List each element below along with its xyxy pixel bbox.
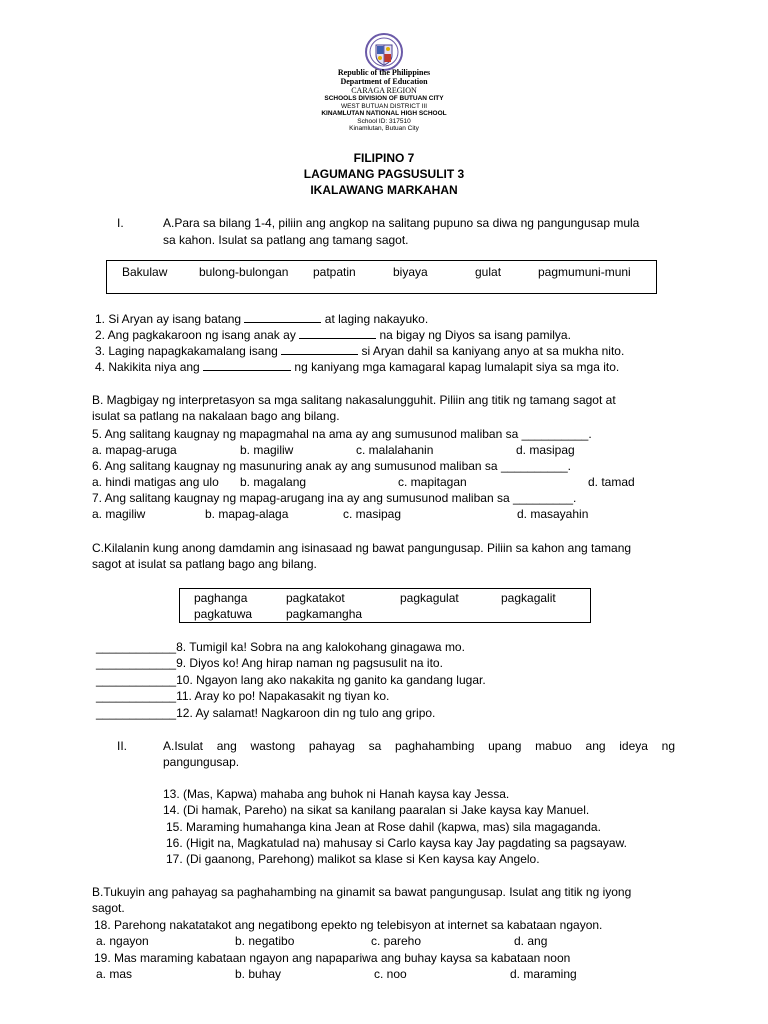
question-text: 9. Diyos ko! Ang hirap naman ng pagsusulit na ito.: [176, 656, 443, 670]
choice: b. mapag-alaga: [205, 507, 289, 521]
question-text: 10. Ngayon lang ako nakakita ng ganito ka gandang lugar.: [176, 673, 486, 687]
question-text: 1. Si Aryan ay isang batang: [95, 312, 245, 326]
choice: a. hindi matigas ang ulo: [92, 475, 219, 489]
question-text: 12. Ay salamat! Nagkaroon din ng tulo ang gripo.: [176, 706, 436, 720]
emotion-choice: pagkagalit: [501, 591, 556, 605]
question-text: 4. Nakikita niya ang: [95, 360, 204, 374]
word-choice: patpatin: [313, 265, 356, 279]
question-text: ng kaniyang mga kamagaral kapag lumalapit siya sa mga ito.: [291, 360, 620, 374]
part2-b-instruction-line1: B.Tukuyin ang pahayag sa paghahambing na ginamit sa bawat pangungusap. Isulat ang titik ng iyong: [92, 885, 632, 899]
question-item: [96, 688, 389, 704]
answer-blank: ____________: [96, 689, 177, 703]
question-item: [96, 705, 435, 721]
part2-a-instruction-line1: A.Isulat ang wastong pahayag sa paghahambing upang mabuo ang ideya ng: [163, 739, 675, 753]
answer-blank: ____________: [96, 640, 177, 654]
emotion-choice: paghanga: [194, 591, 248, 605]
part2-b-instruction-line2: sagot.: [92, 901, 125, 915]
part1-a-instruction-line2: sa kahon. Isulat sa patlang ang tamang sagot.: [163, 233, 409, 247]
choice: a. mas: [96, 967, 133, 981]
question-17: 17. (Di gaanong, Parehong) malikot sa klase si Ken kaysa kay Angelo.: [166, 852, 540, 866]
question-15: 15. Maraming humahanga kina Jean at Rose dahil (kapwa, mas) sila magaganda.: [166, 820, 601, 834]
word-choice: bulong-bulongan: [199, 265, 289, 279]
question-5: 5. Ang salitang kaugnay ng mapagmahal na ama ay ang sumusunod maliban sa __________.: [92, 427, 592, 441]
question-7: 7. Ang salitang kaugnay ng mapag-arugang ina ay ang sumusunod maliban sa _________.: [92, 491, 577, 505]
part1-c-instruction-line1: C.Kilalanin kung anong damdamin ang isinasaad ng bawat pangungusap. Piliin sa kahon ang tamang: [92, 541, 632, 555]
question-text: si Aryan dahil sa kaniyang anyo at sa mukha nito.: [358, 344, 625, 358]
word-choice: pagmumuni-muni: [538, 265, 631, 279]
part1-b-instruction-line1: B. Magbigay ng interpretasyon sa mga salitang nakasalungguhit. Piliin ang titik ng tamang sagot at: [92, 393, 616, 407]
question-6: 6. Ang salitang kaugnay ng masunuring anak ay ang sumusunod maliban sa __________.: [92, 459, 572, 473]
header-division: SCHOOLS DIVISION OF BUTUAN CITY: [324, 95, 444, 102]
part1-a-instruction-line1: A.Para sa bilang 1-4, piliin ang angkop na salitang pupuno sa diwa ng pangungusap mula: [163, 216, 640, 230]
header-republic: Republic of the Philippines: [337, 68, 431, 77]
question-text: 8. Tumigil ka! Sobra na ang kalokohang ginagawa mo.: [176, 640, 465, 654]
choice: c. mapitagan: [398, 475, 467, 489]
question-14: 14. (Di hamak, Pareho) na sikat sa kanilang paaralan si Jake kaysa kay Manuel.: [163, 803, 590, 817]
choice: b. magalang: [240, 475, 307, 489]
question-item: [95, 359, 619, 375]
question-item: [95, 327, 571, 343]
word-choice: biyaya: [393, 265, 428, 279]
question-item: [96, 639, 465, 655]
emotion-choice: pagkagulat: [400, 591, 459, 605]
header-department: Department of Education: [340, 77, 428, 86]
answer-blank: ____________: [96, 673, 177, 687]
exam-title: LAGUMANG PAGSUSULIT 3: [303, 167, 465, 181]
question-text: at laging nakayuko.: [321, 312, 429, 326]
question-item: [96, 655, 443, 671]
choice: d. maraming: [510, 967, 577, 981]
choice: b. magiliw: [240, 443, 294, 457]
question-text: 3. Laging napagkakamalang isang: [95, 344, 282, 358]
header-region: CARAGA REGION: [351, 86, 417, 95]
part1-c-instruction-line2: sagot at isulat sa patlang bago ang bilang.: [92, 557, 317, 571]
question-13: 13. (Mas, Kapwa) mahaba ang buhok ni Hanah kaysa kay Jessa.: [163, 787, 510, 801]
question-item: [95, 343, 624, 359]
choice: d. tamad: [588, 475, 635, 489]
choice: c. malalahanin: [356, 443, 434, 457]
word-choice: gulat: [475, 265, 502, 279]
choice: a. ngayon: [96, 934, 149, 948]
choice: b. buhay: [235, 967, 282, 981]
choice: c. pareho: [371, 934, 422, 948]
answer-blank: ____________: [96, 706, 177, 720]
header-school: KINAMLUTAN NATIONAL HIGH SCHOOL: [321, 110, 447, 117]
part2-a-instruction-line2: pangungusap.: [163, 755, 240, 769]
subject-title: FILIPINO 7: [353, 151, 415, 165]
answer-blank: [244, 311, 321, 323]
question-19: 19. Mas maraming kabataan ngayon ang napapariwa ang buhay kaysa sa kabataan noon: [94, 951, 571, 965]
header-address: Kinamlutan, Butuan City: [349, 125, 419, 132]
part2-numeral: II.: [117, 739, 128, 753]
question-text: 11. Aray ko po! Napakasakit ng tiyan ko.: [176, 689, 390, 703]
header-district: WEST BUTUAN DISTRICT III: [340, 103, 428, 110]
answer-blank: ____________: [96, 656, 177, 670]
emotion-choice: pagkatakot: [286, 591, 345, 605]
question-16: 16. (Higit na, Magkatulad na) mahusay si Carlo kaysa kay Jay pagdating sa pagsayaw.: [166, 836, 627, 850]
choice: d. ang: [514, 934, 548, 948]
question-18: 18. Parehong nakatatakot ang negatibong epekto ng telebisyon at internet sa kabataan ngayon.: [94, 918, 603, 932]
answer-blank: [281, 343, 358, 355]
question-item: [96, 672, 486, 688]
deped-seal-logo: [361, 33, 407, 71]
quarter-title: IKALAWANG MARKAHAN: [310, 183, 458, 197]
choice: a. magiliw: [92, 507, 146, 521]
choice: d. masipag: [516, 443, 575, 457]
answer-blank: [299, 327, 376, 339]
emotion-choice: pagkamangha: [286, 607, 363, 621]
part1-b-instruction-line2: isulat sa patlang na nakalaan bago ang bilang.: [92, 409, 340, 423]
choice: d. masayahin: [517, 507, 589, 521]
choice: c. masipag: [343, 507, 402, 521]
answer-blank: [203, 359, 291, 371]
choice: c. noo: [374, 967, 407, 981]
part1-numeral: I.: [117, 216, 124, 230]
question-item: [95, 311, 428, 327]
emotion-choice: pagkatuwa: [194, 607, 253, 621]
header-school-id: School ID: 317510: [357, 118, 411, 125]
question-text: 2. Ang pagkakaroon ng isang anak ay: [95, 328, 300, 342]
choice: a. mapag-aruga: [92, 443, 177, 457]
choice: b. negatibo: [235, 934, 295, 948]
word-choice: Bakulaw: [122, 265, 168, 279]
question-text: na bigay ng Diyos sa isang pamilya.: [376, 328, 571, 342]
